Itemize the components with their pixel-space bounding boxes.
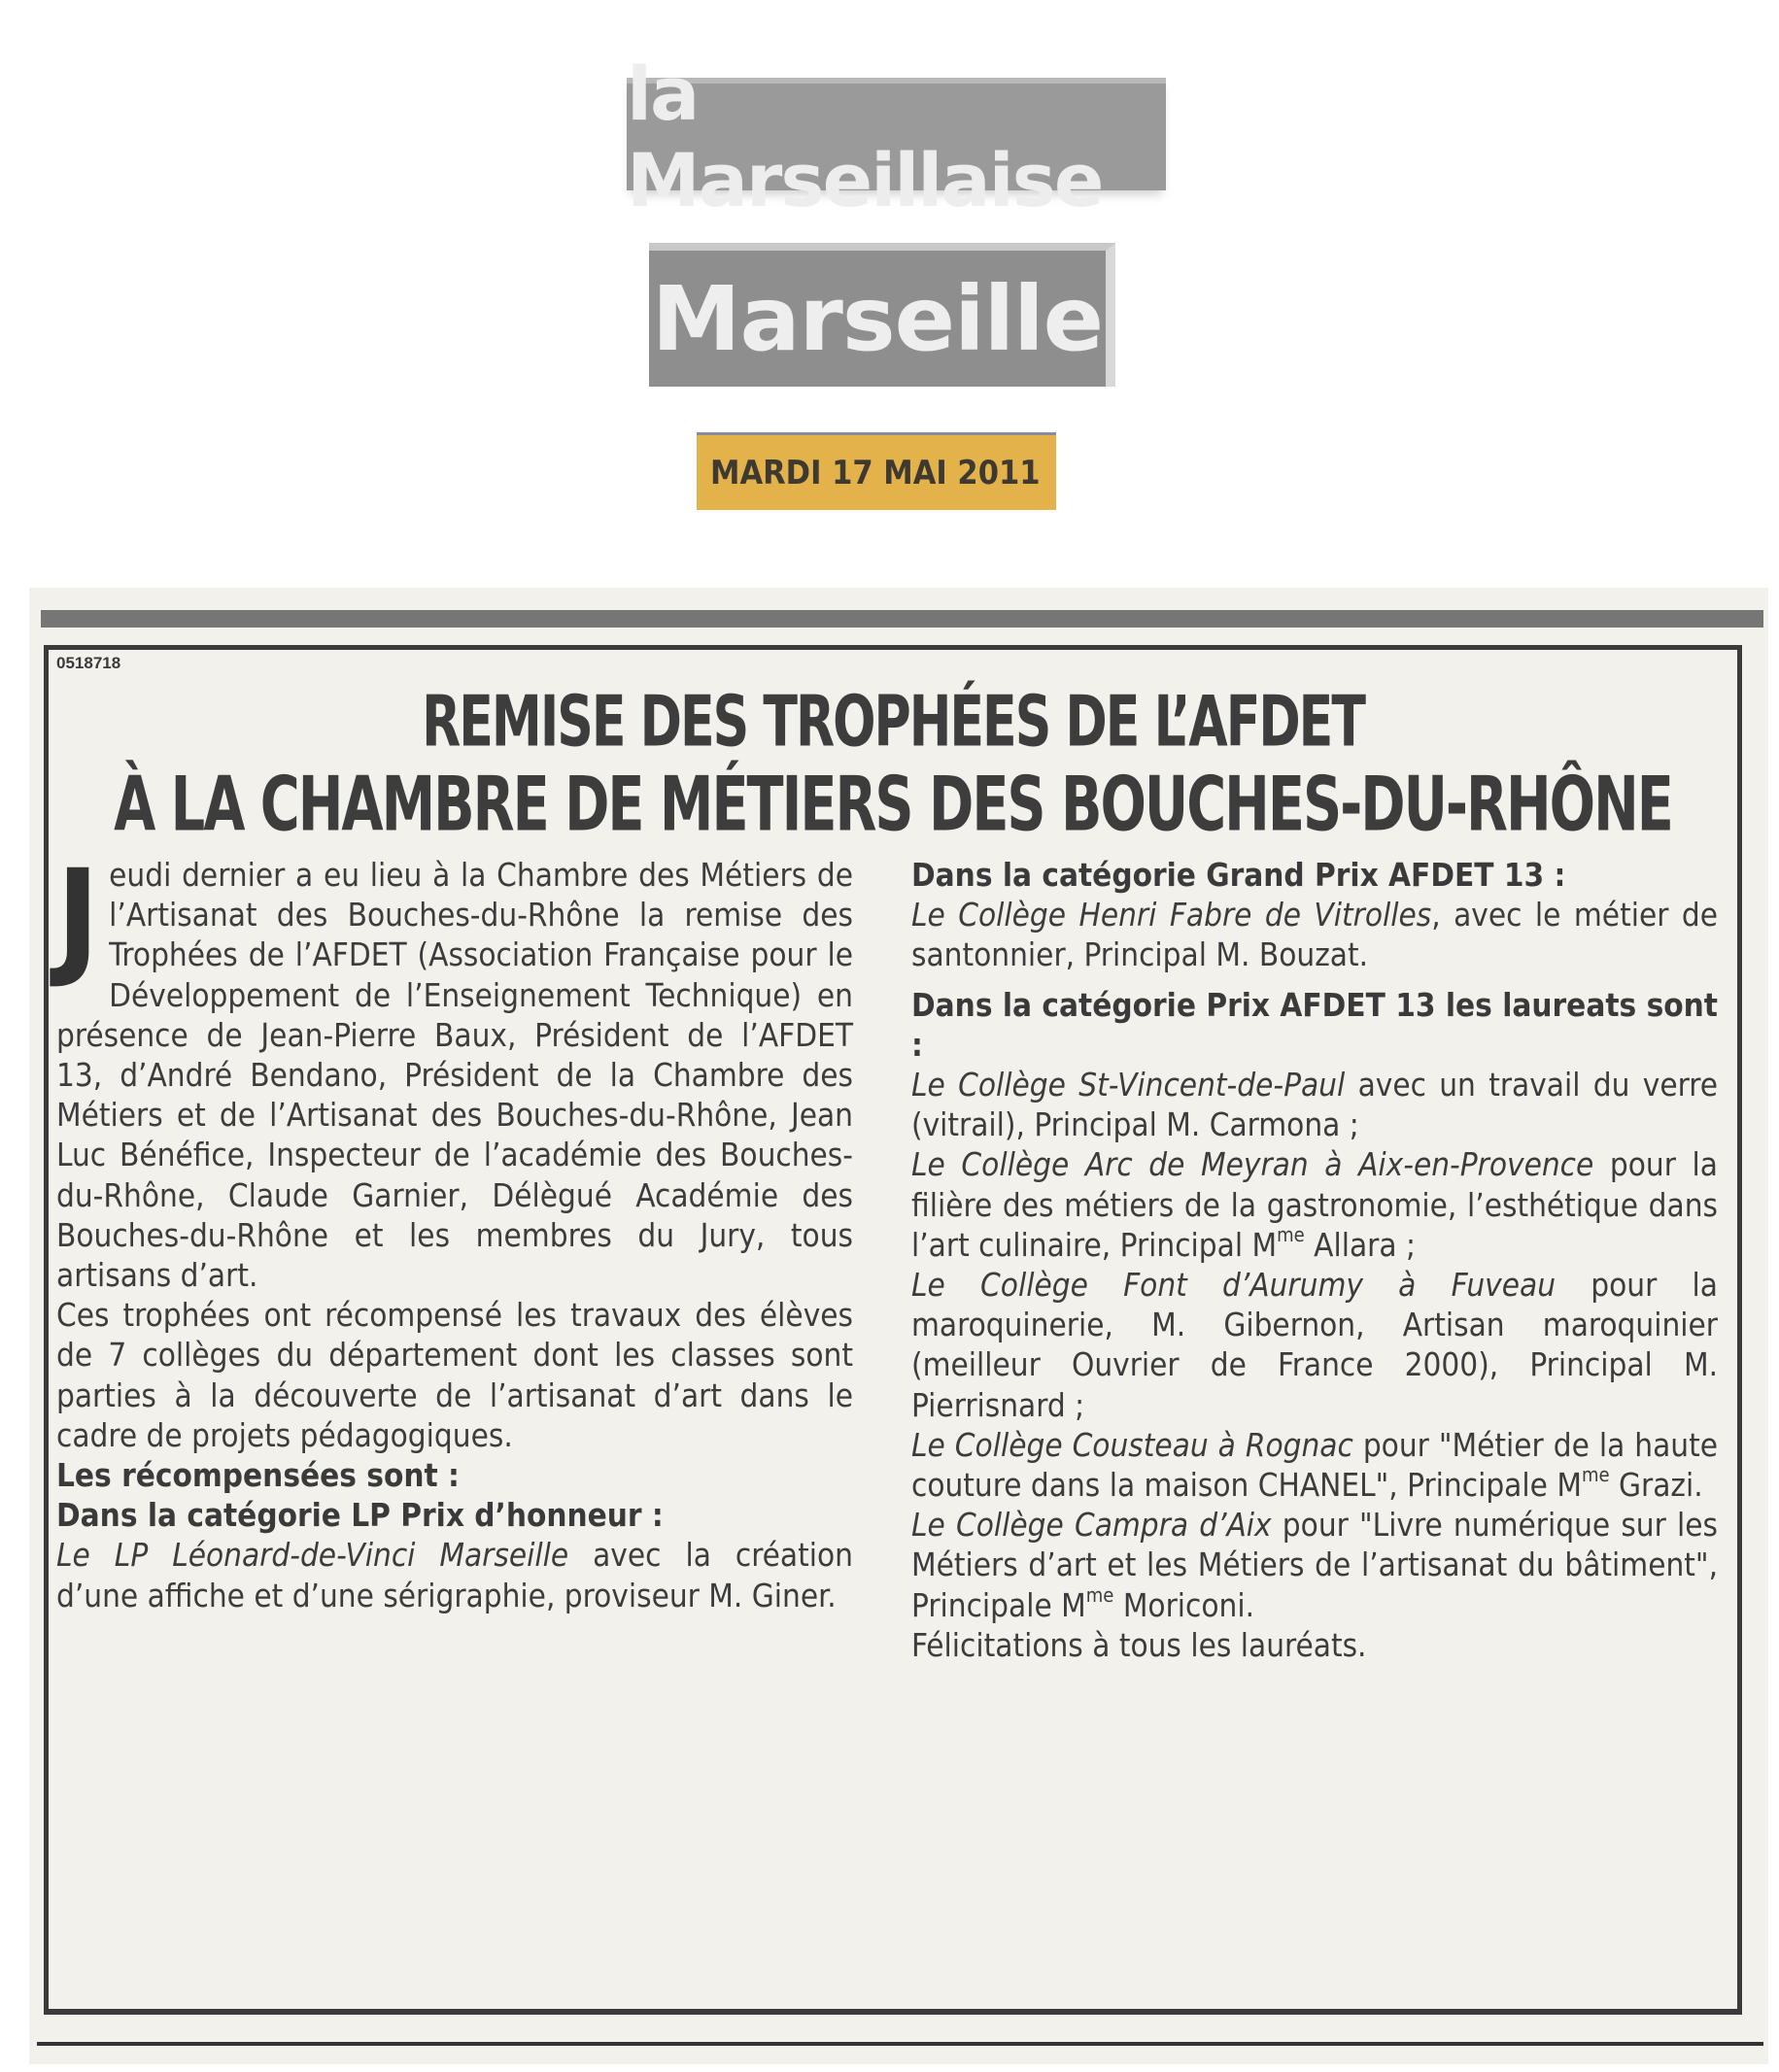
award-entry bbox=[911, 1425, 1718, 1505]
title-abbrev: M bbox=[1061, 1585, 1086, 1624]
award-entry bbox=[911, 1265, 1718, 1425]
principal-name: Grazi. bbox=[1609, 1466, 1703, 1505]
section-name: Marseille bbox=[651, 266, 1104, 371]
title-sup: me bbox=[1581, 1463, 1610, 1487]
title-sup: me bbox=[1085, 1582, 1114, 1607]
school-name: Le Collège Cousteau à Rognac bbox=[911, 1425, 1353, 1464]
award-details: avec la création d’une affiche et d’une sérigraphie, proviseur M. Giner. bbox=[56, 1536, 853, 1614]
drop-cap: J bbox=[56, 842, 100, 992]
school-name: Le Collège Campra d’Aix bbox=[911, 1506, 1272, 1545]
date-band bbox=[697, 432, 1056, 510]
title-sup: me bbox=[1277, 1222, 1305, 1246]
winners-heading: Les récompensées sont : bbox=[56, 1456, 460, 1495]
category-heading: Dans la catégorie Grand Prix AFDET 13 : bbox=[911, 856, 1566, 894]
school-name: Le Collège Font d’Aurumy à Fuveau bbox=[911, 1266, 1557, 1305]
award-entry bbox=[911, 1065, 1718, 1144]
award-entry bbox=[911, 1505, 1718, 1625]
article-column-right bbox=[911, 855, 1718, 1665]
publication-date: MARDI 17 MAI 2011 bbox=[710, 453, 1041, 493]
category-heading: Dans la catégorie LP Prix d’honneur : bbox=[56, 1496, 664, 1535]
intro-paragraph: eudi dernier a eu lieu à la Chambre des Métiers de l’Artisanat des Bouches-du-Rhône la remise des Trophées de l’AFDET (Association Française pour le Développement de l’Enseignement Technique) en présence de Jean-Pierre Baux, Président de l’AFDET 13, d’André Bendano, Président de la Chambre des Métiers et de l’Artisanat des Bouches-du-Rhône, Jean Luc Bénéfice, Inspecteur de l’académie des Bouches-du-Rhône, Claude Garnier, Délègué Académie des Bouches-du-Rhône et les membres du Jury, tous artisans d’art. bbox=[56, 856, 853, 1295]
award-details: , avec le métier de santonnier, Principal M. Bouzat. bbox=[911, 896, 1719, 974]
title-abbrev: M bbox=[1557, 1466, 1582, 1505]
award-details: pour "Livre numérique sur les Métiers d’art et les Métiers de l’artisanat du bâtiment", Principale bbox=[911, 1506, 1718, 1624]
headline-line-1: REMISE DES TROPHÉES DE L’AFDET bbox=[422, 680, 1364, 763]
award-details: avec un travail du verre (vitrail), Principal M. Carmona ; bbox=[911, 1066, 1718, 1144]
section-banner bbox=[649, 243, 1115, 387]
award-details: pour "Métier de la haute couture dans la maison CHANEL", Principale bbox=[911, 1425, 1718, 1505]
school-name: Le Collège Henri Fabre de Vitrolles bbox=[911, 896, 1432, 934]
top-rule bbox=[41, 610, 1763, 628]
principal-name: Allara ; bbox=[1304, 1225, 1416, 1264]
headline-line-2: À LA CHAMBRE DE MÉTIERS DES BOUCHES-DU-RHÔNE bbox=[114, 760, 1672, 849]
award-entry bbox=[56, 1535, 853, 1614]
newspaper-name: la Marseillaise bbox=[627, 51, 1103, 223]
article-column-left bbox=[56, 842, 853, 1615]
paragraph-2: Ces trophées ont récompensé les travaux des élèves de 7 collèges du département dont les classes sont parties à la découverte de l’artisanat d’art dans le cadre de projets pédagogiques. bbox=[56, 1296, 853, 1454]
closing-line: Félicitations à tous les lauréats. bbox=[911, 1625, 1367, 1664]
award-details: pour la maroquinerie, M. Gibernon, Artisan maroquinier (meilleur Ouvrier de France 2000), Principal M. Pierrisnard ; bbox=[911, 1266, 1718, 1424]
award-entry bbox=[911, 895, 1718, 974]
school-name: Le Collège St-Vincent-de-Paul bbox=[911, 1066, 1346, 1104]
bottom-rule bbox=[37, 2042, 1763, 2046]
principal-name: Moriconi. bbox=[1113, 1585, 1255, 1624]
award-details: pour la filière des métiers de la gastronomie, l’esthétique dans l’art culinaire, Principal bbox=[911, 1145, 1718, 1264]
article-reference: 0518718 bbox=[56, 654, 121, 672]
school-name: Le Collège Arc de Meyran à Aix-en-Provence bbox=[911, 1145, 1594, 1184]
award-entry bbox=[911, 1144, 1718, 1265]
category-heading: Dans la catégorie Prix AFDET 13 les laureats sont : bbox=[911, 985, 1718, 1064]
newspaper-masthead bbox=[627, 51, 1166, 223]
title-abbrev: M bbox=[1251, 1225, 1278, 1264]
school-name: Le LP Léonard-de-Vinci Marseille bbox=[56, 1536, 569, 1575]
